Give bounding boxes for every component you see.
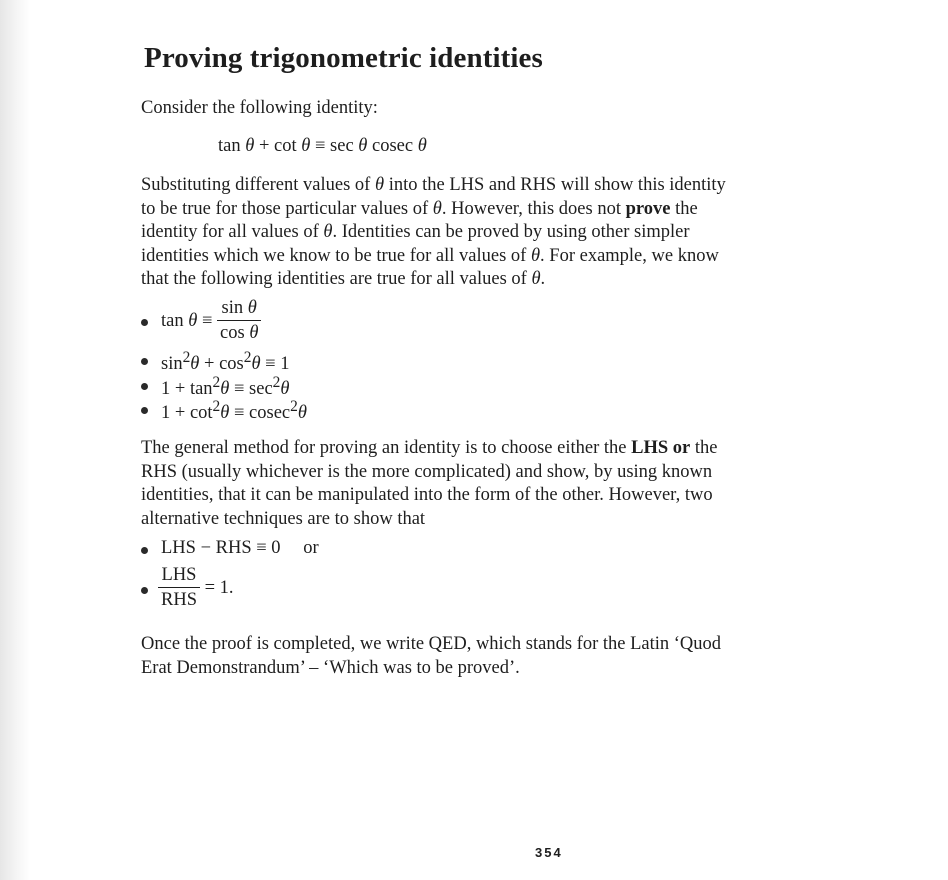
identity-tan: tan xyxy=(218,136,241,156)
para1-line-4: identities which we know to be true for all values of θ. For example, we know xyxy=(141,245,719,266)
identity-equiv: ≡ xyxy=(314,136,326,156)
technique-ratio: $\frac{\text{LHS}}{\text{RHS}}$ = 1. xyxy=(158,565,234,612)
sin-over-cos-fraction: $\frac{\text{sin θ}}{\text{cos θ}}$ xyxy=(217,298,261,345)
identity-cot: cot xyxy=(274,136,297,156)
para1-line-3: identity for all values of θ. Identities can be proved by using other simpler xyxy=(141,222,690,242)
identity-bullet-tan-quotient: tan θ ≡ $\frac{\text{sin θ}}{\text{cos θ}}$ xyxy=(161,298,261,345)
main-identity xyxy=(218,136,427,157)
identity-bullet-pythagorean: $\sin^2\theta + \cos^2\theta \equiv 1$ xyxy=(161,349,290,375)
page-title: Proving trigonometric identities xyxy=(144,42,543,74)
technique-difference: LHS − RHS ≡ 0 or xyxy=(161,538,319,558)
intro-text: Consider the following identity: xyxy=(141,98,378,118)
para1-line-1: Substituting different values of θ into the LHS and RHS will show this identity xyxy=(141,175,726,195)
identity-sec: sec xyxy=(330,136,354,156)
para2-line-3: identities, that it can be manipulated into the form of the other. However, two xyxy=(141,485,713,505)
bullet-dot-1 xyxy=(141,319,148,326)
identity-bullet-cot-cosec: $1 + \cot^2\theta \equiv cosec^2\theta$ xyxy=(161,398,307,424)
bullet-dot-4 xyxy=(141,407,148,414)
bullet-dot-5 xyxy=(141,547,148,554)
page-edge-shadow xyxy=(0,0,30,880)
bullet-dot-3 xyxy=(141,383,148,390)
para3-line-2: Erat Demonstrandum’ – ‘Which was to be proved’. xyxy=(141,657,520,678)
identity-plus: + xyxy=(258,136,270,156)
paragraph-general-method xyxy=(141,437,821,531)
identity-theta-3: θ xyxy=(358,136,368,156)
para2-line-1: The general method for proving an identity is to choose either the LHS or the xyxy=(141,438,718,458)
paragraph-substituting xyxy=(141,174,821,292)
lhs-over-rhs-fraction: $\frac{\text{LHS}}{\text{RHS}}$ xyxy=(158,565,200,612)
identity-cosec: cosec xyxy=(372,136,414,156)
identity-theta-2: θ xyxy=(301,136,311,156)
bullet-dot-2 xyxy=(141,358,148,365)
page-number: 354 xyxy=(535,845,563,860)
para1-line-2: to be true for those particular values of θ. However, this does not prove the xyxy=(141,198,698,219)
para1-line-5: that the following identities are true for all values of θ. xyxy=(141,269,546,289)
bullet-dot-6 xyxy=(141,587,148,594)
identity-theta-4: θ xyxy=(417,136,427,156)
paragraph-qed xyxy=(141,633,821,680)
para3-line-1: Once the proof is completed, we write QED, which stands for the Latin ‘Quod xyxy=(141,634,722,654)
prove-emphasis: prove xyxy=(625,198,671,219)
identity-bullet-tan-sec: $1 + \tan^2\theta \equiv \sec^2\theta$ xyxy=(161,374,290,400)
identity-theta-1: θ xyxy=(245,136,255,156)
para2-line-2: RHS (usually whichever is the more complicated) and show, by using known xyxy=(141,461,713,482)
para2-line-4: alternative techniques are to show that xyxy=(141,508,426,529)
